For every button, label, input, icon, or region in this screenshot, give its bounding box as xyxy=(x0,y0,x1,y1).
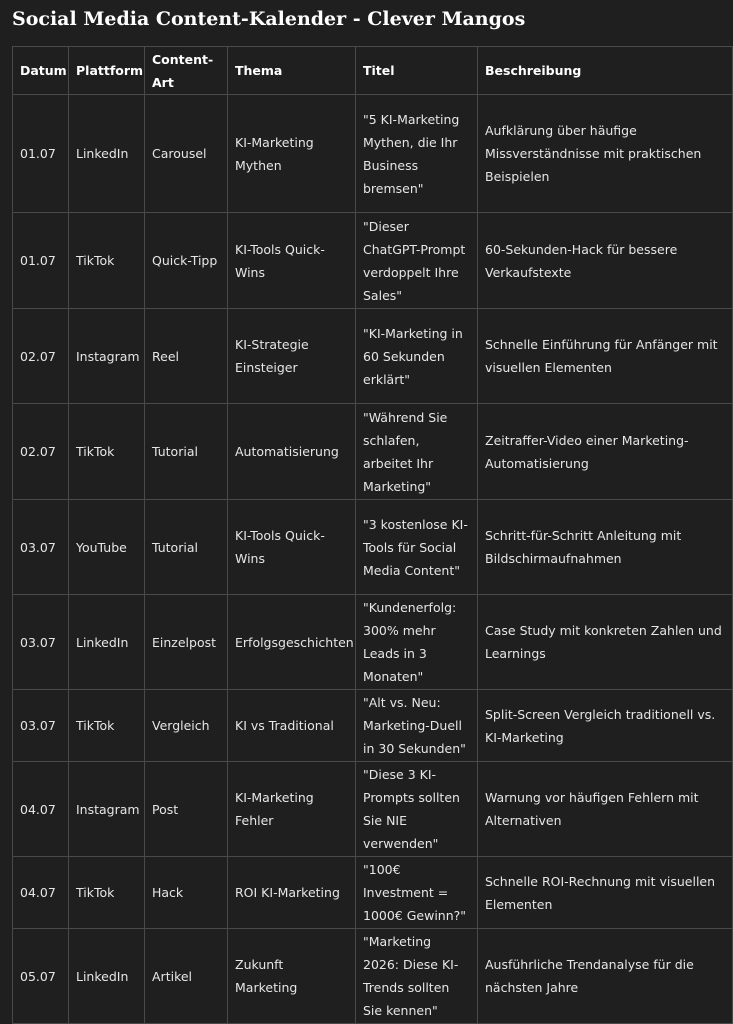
cell-titel: "Dieser ChatGPT-Prompt verdoppelt Ihre Sales" xyxy=(356,213,478,309)
cell-datum: 03.07 xyxy=(13,690,69,762)
cell-content-art: Quick-Tipp xyxy=(145,213,228,309)
cell-content-art: Tutorial xyxy=(145,500,228,595)
cell-beschreibung: Zeitraffer-Video einer Marketing-Automatisierung xyxy=(478,404,733,500)
cell-plattform: TikTok xyxy=(69,857,145,929)
content-calendar-table-wrapper[interactable] xyxy=(12,46,722,1024)
cell-content-art: Tutorial xyxy=(145,404,228,500)
header-plattform: Plattform xyxy=(69,47,145,95)
cell-beschreibung: Ausführliche Trendanalyse für die nächsten Jahre xyxy=(478,929,733,1024)
cell-datum: 05.07 xyxy=(13,929,69,1024)
cell-plattform: TikTok xyxy=(69,690,145,762)
header-titel: Titel xyxy=(356,47,478,95)
cell-plattform: LinkedIn xyxy=(69,929,145,1024)
table-row xyxy=(13,857,733,929)
page-title: Social Media Content-Kalender - Clever Mangos xyxy=(12,8,526,30)
cell-beschreibung: Warnung vor häufigen Fehlern mit Alternativen xyxy=(478,762,733,857)
cell-content-art: Reel xyxy=(145,309,228,404)
cell-plattform: TikTok xyxy=(69,404,145,500)
cell-datum: 04.07 xyxy=(13,762,69,857)
cell-beschreibung: 60-Sekunden-Hack für bessere Verkaufstexte xyxy=(478,213,733,309)
cell-datum: 04.07 xyxy=(13,857,69,929)
cell-plattform: Instagram xyxy=(69,762,145,857)
cell-thema: KI-Marketing Mythen xyxy=(228,95,356,213)
cell-datum: 01.07 xyxy=(13,95,69,213)
cell-titel: "3 kostenlose KI-Tools für Social Media Content" xyxy=(356,500,478,595)
cell-titel: "Alt vs. Neu: Marketing-Duell in 30 Sekunden" xyxy=(356,690,478,762)
table-row xyxy=(13,309,733,404)
cell-thema: Automatisierung xyxy=(228,404,356,500)
table-row xyxy=(13,929,733,1024)
cell-content-art: Vergleich xyxy=(145,690,228,762)
cell-thema: ROI KI-Marketing xyxy=(228,857,356,929)
cell-datum: 01.07 xyxy=(13,213,69,309)
cell-datum: 03.07 xyxy=(13,595,69,690)
cell-titel: "Während Sie schlafen, arbeitet Ihr Marketing" xyxy=(356,404,478,500)
cell-content-art: Artikel xyxy=(145,929,228,1024)
cell-thema: Erfolgsgeschichten xyxy=(228,595,356,690)
cell-titel: "Kundenerfolg: 300% mehr Leads in 3 Monaten" xyxy=(356,595,478,690)
header-content-art: Content-Art xyxy=(145,47,228,95)
cell-thema: KI-Strategie Einsteiger xyxy=(228,309,356,404)
cell-beschreibung: Aufklärung über häufige Missverständnisse mit praktischen Beispielen xyxy=(478,95,733,213)
header-datum: Datum xyxy=(13,47,69,95)
cell-datum: 03.07 xyxy=(13,500,69,595)
header-beschreibung: Beschreibung xyxy=(478,47,733,95)
cell-datum: 02.07 xyxy=(13,309,69,404)
cell-titel: "Diese 3 KI-Prompts sollten Sie NIE verwenden" xyxy=(356,762,478,857)
table-header-row xyxy=(13,47,733,95)
cell-content-art: Hack xyxy=(145,857,228,929)
cell-titel: "Marketing 2026: Diese KI-Trends sollten Sie kennen" xyxy=(356,929,478,1024)
cell-beschreibung: Case Study mit konkreten Zahlen und Learnings xyxy=(478,595,733,690)
content-calendar-table xyxy=(12,46,733,1024)
cell-content-art: Carousel xyxy=(145,95,228,213)
cell-titel: "100€ Investment = 1000€ Gewinn?" xyxy=(356,857,478,929)
cell-thema: Zukunft Marketing xyxy=(228,929,356,1024)
table-row xyxy=(13,213,733,309)
cell-beschreibung: Schritt-für-Schritt Anleitung mit Bildschirmaufnahmen xyxy=(478,500,733,595)
cell-thema: KI vs Traditional xyxy=(228,690,356,762)
cell-plattform: TikTok xyxy=(69,213,145,309)
cell-thema: KI-Marketing Fehler xyxy=(228,762,356,857)
cell-datum: 02.07 xyxy=(13,404,69,500)
cell-plattform: YouTube xyxy=(69,500,145,595)
cell-thema: KI-Tools Quick-Wins xyxy=(228,213,356,309)
table-row xyxy=(13,95,733,213)
cell-plattform: LinkedIn xyxy=(69,95,145,213)
cell-beschreibung: Schnelle Einführung für Anfänger mit visuellen Elementen xyxy=(478,309,733,404)
cell-thema: KI-Tools Quick-Wins xyxy=(228,500,356,595)
cell-plattform: Instagram xyxy=(69,309,145,404)
table-row xyxy=(13,690,733,762)
table-row xyxy=(13,595,733,690)
table-row xyxy=(13,762,733,857)
header-thema: Thema xyxy=(228,47,356,95)
table-row xyxy=(13,404,733,500)
cell-titel: "5 KI-Marketing Mythen, die Ihr Business bremsen" xyxy=(356,95,478,213)
table-row xyxy=(13,500,733,595)
cell-plattform: LinkedIn xyxy=(69,595,145,690)
cell-content-art: Post xyxy=(145,762,228,857)
cell-content-art: Einzelpost xyxy=(145,595,228,690)
cell-beschreibung: Split-Screen Vergleich traditionell vs. KI-Marketing xyxy=(478,690,733,762)
cell-beschreibung: Schnelle ROI-Rechnung mit visuellen Elementen xyxy=(478,857,733,929)
cell-titel: "KI-Marketing in 60 Sekunden erklärt" xyxy=(356,309,478,404)
